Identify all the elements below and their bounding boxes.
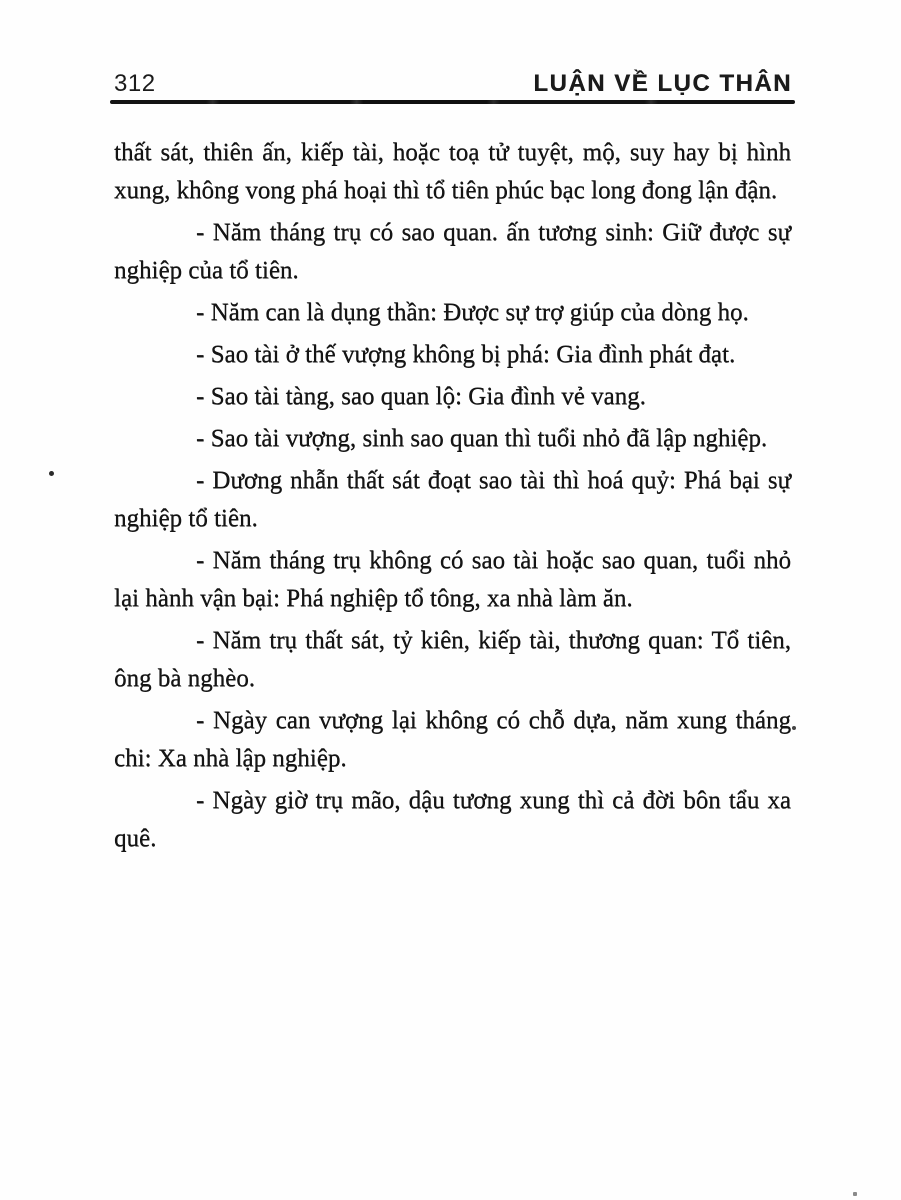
header-rule bbox=[110, 100, 795, 104]
scan-speck bbox=[853, 1192, 857, 1196]
scan-speck bbox=[792, 726, 796, 730]
body-paragraph: - Sao tài vượng, sinh sao quan thì tuổi nhỏ đã lập nghiệp. bbox=[196, 425, 768, 452]
page-body bbox=[114, 134, 791, 862]
body-paragraph: thất sát, thiên ấn, kiếp tài, hoặc toạ tử tuyệt, mộ, suy hay bị hình xung, không vong phá hoại thì tổ tiên phúc bạc long đong lận đận. bbox=[114, 139, 791, 204]
body-paragraph: - Sao tài ở thế vượng không bị phá: Gia đình phát đạt. bbox=[196, 341, 736, 368]
body-paragraph: - Ngày giờ trụ mão, dậu tương xung thì cả đời bôn tẩu xa quê. bbox=[114, 787, 791, 852]
body-paragraph: - Ngày can vượng lại không có chỗ dựa, năm xung tháng chi: Xa nhà lập nghiệp. bbox=[114, 707, 791, 772]
running-header bbox=[114, 70, 792, 98]
body-paragraph: - Dương nhẫn thất sát đoạt sao tài thì hoá quỷ: Phá bại sự nghiệp tổ tiên. bbox=[114, 467, 791, 532]
body-paragraph: - Sao tài tàng, sao quan lộ: Gia đình vẻ vang. bbox=[196, 383, 646, 410]
scan-speck bbox=[49, 471, 54, 476]
body-paragraph: - Năm tháng trụ có sao quan. ấn tương sinh: Giữ được sự nghiệp của tổ tiên. bbox=[114, 219, 791, 284]
body-paragraph: - Năm can là dụng thần: Được sự trợ giúp của dòng họ. bbox=[196, 299, 749, 326]
body-paragraph: - Năm tháng trụ không có sao tài hoặc sao quan, tuổi nhỏ lại hành vận bại: Phá nghiệp tổ tông, xa nhà làm ăn. bbox=[114, 547, 791, 612]
running-header-title: LUẬN VỀ LỤC THÂN bbox=[533, 70, 792, 97]
body-paragraph: - Năm trụ thất sát, tỷ kiên, kiếp tài, thương quan: Tổ tiên, ông bà nghèo. bbox=[114, 627, 791, 692]
page-number: 312 bbox=[114, 70, 156, 97]
